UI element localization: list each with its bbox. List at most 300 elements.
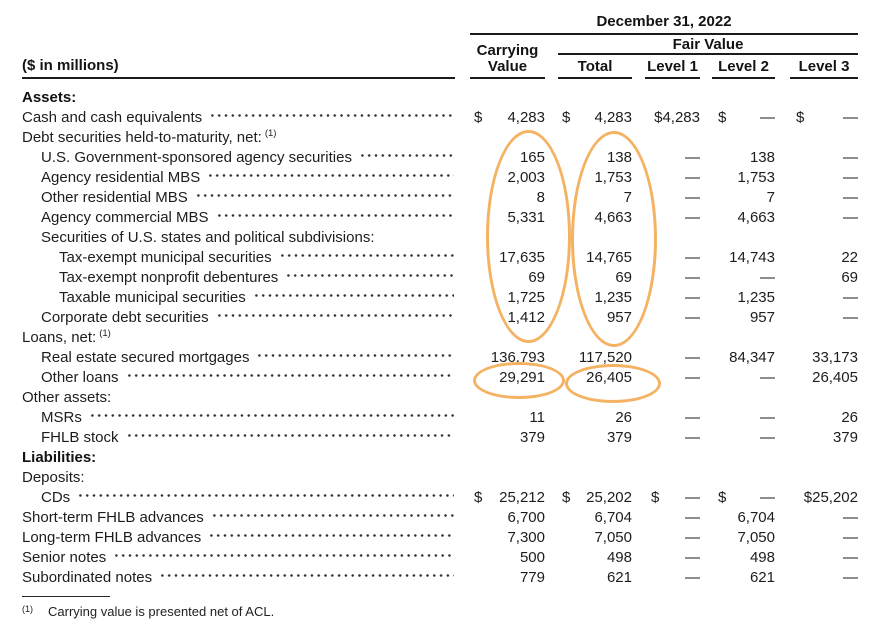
cell-value: 7,050 (737, 529, 775, 546)
cell-value: 7 (766, 189, 775, 206)
value-cell (712, 128, 775, 148)
row-label: Debt securities held-to-maturity, net: (22, 129, 262, 146)
cell-value: — (843, 109, 858, 126)
table-header (0, 0, 884, 88)
cell-value: — (760, 369, 775, 386)
value-cell (712, 568, 775, 588)
value-cell (645, 508, 700, 528)
value-cell (470, 268, 545, 288)
value-cell (790, 348, 858, 368)
cell-value: 14,765 (586, 249, 632, 266)
cell-value: 117,520 (578, 349, 632, 366)
dot-leader (126, 368, 454, 388)
value-cell (470, 368, 545, 388)
row-label: Tax-exempt municipal securities (59, 249, 272, 266)
row-label: Subordinated notes (22, 569, 153, 586)
value-cell (712, 448, 775, 468)
value-cell (558, 528, 632, 548)
value-cell (558, 288, 632, 308)
value-cell (790, 208, 858, 228)
row-label-cell (0, 328, 462, 348)
row-label: CDs (41, 489, 71, 506)
row-label: Real estate secured mortgages (41, 349, 250, 366)
value-cell (470, 408, 545, 428)
value-cell (712, 168, 775, 188)
value-cell (790, 268, 858, 288)
value-cell (712, 148, 775, 168)
value-cell (470, 108, 545, 128)
cell-value: 4,663 (737, 209, 775, 226)
value-cell (470, 188, 545, 208)
value-cell (712, 248, 775, 268)
value-cell (645, 488, 700, 508)
table-row (0, 368, 884, 388)
value-cell (645, 348, 700, 368)
cell-value: — (760, 109, 775, 126)
cell-value: 1,235 (594, 289, 632, 306)
value-cell (645, 548, 700, 568)
value-cell (790, 388, 858, 408)
value-cell (558, 108, 632, 128)
value-cell (470, 528, 545, 548)
row-label: Liabilities: (22, 449, 97, 466)
value-cell (645, 228, 700, 248)
cell-value: — (685, 349, 700, 366)
row-label: Corporate debt securities (41, 309, 209, 326)
value-cell (470, 488, 545, 508)
currency-symbol: $ (718, 109, 727, 126)
dot-leader (89, 408, 454, 428)
value-cell (712, 348, 775, 368)
cell-value: 500 (519, 549, 545, 566)
value-cell (790, 448, 858, 468)
value-cell (645, 328, 700, 348)
cell-value: — (685, 269, 700, 286)
value-cell (712, 508, 775, 528)
value-cell (558, 548, 632, 568)
cell-value: — (685, 309, 700, 326)
table-row (0, 228, 884, 248)
fair-value-column-group-header: Fair Value (558, 37, 858, 55)
value-cell (470, 568, 545, 588)
value-cell (558, 308, 632, 328)
cell-value: 5,331 (507, 209, 545, 226)
row-label-cell (0, 268, 462, 288)
period-column-group-header: December 31, 2022 (470, 13, 858, 35)
row-label-cell (0, 348, 462, 368)
row-label-cell (0, 508, 462, 528)
value-cell (558, 128, 632, 148)
dot-leader (126, 428, 454, 448)
cell-value: — (685, 249, 700, 266)
cell-value: 25,212 (499, 489, 545, 506)
cell-value: — (843, 549, 858, 566)
dot-leader (216, 308, 454, 328)
dot-leader (253, 288, 454, 308)
value-cell (712, 288, 775, 308)
value-cell (470, 308, 545, 328)
value-cell (790, 328, 858, 348)
table-row (0, 428, 884, 448)
cell-value: 4,283 (507, 109, 545, 126)
cell-value: — (760, 269, 775, 286)
value-cell (790, 88, 858, 108)
table-row (0, 208, 884, 228)
value-cell (645, 288, 700, 308)
carrying-value-line1: Carrying (476, 42, 539, 59)
cell-value: 138 (749, 149, 775, 166)
cell-value: — (843, 309, 858, 326)
cell-value: 26 (841, 409, 858, 426)
row-label: Deposits: (22, 469, 85, 486)
footnote-divider (22, 596, 110, 597)
cell-value: 2,003 (507, 169, 545, 186)
cell-value: 379 (832, 429, 858, 446)
cell-value: 957 (606, 309, 632, 326)
value-cell (790, 528, 858, 548)
dot-leader (279, 248, 454, 268)
value-cell (558, 88, 632, 108)
value-cell (645, 388, 700, 408)
dot-leader (113, 548, 454, 568)
cell-value: 136,793 (490, 349, 545, 366)
cell-value: 11 (529, 409, 545, 426)
footnote-marker: (1) (22, 604, 33, 614)
value-cell (712, 548, 775, 568)
value-cell (645, 128, 700, 148)
value-cell (712, 488, 775, 508)
value-cell (470, 428, 545, 448)
value-cell (790, 188, 858, 208)
table-row (0, 568, 884, 588)
cell-value: — (685, 429, 700, 446)
table-row (0, 468, 884, 488)
row-label: Other loans (41, 369, 119, 386)
value-cell (712, 388, 775, 408)
cell-value: — (843, 189, 858, 206)
table-row (0, 408, 884, 428)
table-row (0, 268, 884, 288)
value-cell (645, 168, 700, 188)
value-cell (470, 168, 545, 188)
value-cell (645, 568, 700, 588)
cell-value: 33,173 (812, 349, 858, 366)
cell-value: 22 (841, 249, 858, 266)
currency-symbol: $ (562, 109, 571, 126)
value-cell (790, 548, 858, 568)
row-label-cell (0, 448, 462, 468)
value-cell (470, 448, 545, 468)
value-cell (712, 468, 775, 488)
row-label: Securities of U.S. states and political subdivisions: (41, 229, 375, 246)
row-label: MSRs (41, 409, 82, 426)
row-label-cell (0, 88, 462, 108)
value-cell (790, 168, 858, 188)
cell-value: 379 (519, 429, 545, 446)
currency-symbol: $ (562, 489, 571, 506)
footnote-reference: (1) (264, 128, 277, 139)
cell-value: — (685, 169, 700, 186)
row-label-cell (0, 468, 462, 488)
value-cell (712, 528, 775, 548)
row-label: Other residential MBS (41, 189, 188, 206)
value-cell (558, 408, 632, 428)
table-row (0, 388, 884, 408)
cell-value: 7,050 (594, 529, 632, 546)
cell-value: — (685, 549, 700, 566)
row-label: Loans, net: (22, 329, 97, 346)
carrying-value-line2: Value (487, 57, 528, 75)
value-cell (790, 128, 858, 148)
row-label-cell (0, 488, 462, 508)
cell-value: 29,291 (499, 369, 545, 386)
value-cell (470, 328, 545, 348)
table-row (0, 548, 884, 568)
value-cell (558, 388, 632, 408)
value-cell (790, 308, 858, 328)
cell-value: — (843, 529, 858, 546)
value-cell (470, 88, 545, 108)
level-3-column-header: Level 3 (790, 59, 858, 79)
row-label: Short-term FHLB advances (22, 509, 204, 526)
currency-symbol: $ (718, 489, 727, 506)
row-label: Long-term FHLB advances (22, 529, 202, 546)
cell-value: — (760, 409, 775, 426)
cell-value: — (843, 289, 858, 306)
table-row (0, 108, 884, 128)
cell-value: 1,412 (507, 309, 545, 326)
row-label-cell (0, 408, 462, 428)
value-cell (645, 248, 700, 268)
cell-value: — (760, 489, 775, 506)
table-row (0, 168, 884, 188)
value-cell (645, 188, 700, 208)
value-cell (790, 468, 858, 488)
dot-leader (159, 568, 454, 588)
cell-value: 14,743 (729, 249, 775, 266)
value-cell (558, 348, 632, 368)
value-cell (558, 228, 632, 248)
total-column-header: Total (558, 59, 632, 79)
cell-value: 69 (528, 269, 545, 286)
cell-value: — (843, 169, 858, 186)
value-cell (712, 208, 775, 228)
cell-value: — (685, 189, 700, 206)
carrying-value-column-header (470, 43, 545, 79)
value-cell (790, 568, 858, 588)
cell-value: 6,704 (737, 509, 775, 526)
value-cell (645, 368, 700, 388)
value-cell (790, 288, 858, 308)
value-cell (645, 148, 700, 168)
cell-value: — (760, 429, 775, 446)
value-cell (558, 188, 632, 208)
cell-value: $4,283 (654, 109, 700, 126)
dot-leader (359, 148, 454, 168)
cell-value: — (843, 149, 858, 166)
units-label: ($ in millions) (22, 58, 455, 79)
cell-value: 957 (749, 309, 775, 326)
value-cell (470, 548, 545, 568)
row-label-cell (0, 208, 462, 228)
value-cell (470, 388, 545, 408)
table-row (0, 348, 884, 368)
cell-value: — (685, 509, 700, 526)
row-label: U.S. Government-sponsored agency securities (41, 149, 352, 166)
row-label-cell (0, 108, 462, 128)
value-cell (790, 148, 858, 168)
value-cell (558, 368, 632, 388)
value-cell (645, 108, 700, 128)
footnote-text: Carrying value is presented net of ACL. (48, 604, 275, 619)
row-label: FHLB stock (41, 429, 119, 446)
cell-value: — (685, 369, 700, 386)
table-row (0, 448, 884, 468)
cell-value: 498 (749, 549, 775, 566)
table-row (0, 88, 884, 108)
cell-value: 498 (606, 549, 632, 566)
cell-value: 1,753 (594, 169, 632, 186)
cell-value: 7 (623, 189, 632, 206)
cell-value: 4,283 (594, 109, 632, 126)
value-cell (558, 268, 632, 288)
currency-symbol: $ (651, 489, 660, 506)
value-cell (790, 428, 858, 448)
cell-value: 621 (749, 569, 775, 586)
table-row (0, 288, 884, 308)
value-cell (645, 268, 700, 288)
table-row (0, 248, 884, 268)
value-cell (712, 88, 775, 108)
row-label-cell (0, 148, 462, 168)
row-label-cell (0, 568, 462, 588)
cell-value: — (843, 569, 858, 586)
value-cell (712, 108, 775, 128)
value-cell (645, 468, 700, 488)
currency-symbol: $ (474, 109, 483, 126)
value-cell (645, 528, 700, 548)
cell-value: — (685, 209, 700, 226)
table-row (0, 308, 884, 328)
cell-value: 69 (841, 269, 858, 286)
value-cell (558, 248, 632, 268)
value-cell (558, 468, 632, 488)
value-cell (712, 328, 775, 348)
value-cell (470, 288, 545, 308)
value-cell (645, 308, 700, 328)
value-cell (558, 148, 632, 168)
level-2-column-header: Level 2 (712, 59, 775, 79)
value-cell (558, 208, 632, 228)
table-row (0, 508, 884, 528)
cell-value: 7,300 (507, 529, 545, 546)
cell-value: 1,753 (737, 169, 775, 186)
cell-value: 8 (536, 189, 545, 206)
level-1-column-header: Level 1 (645, 59, 700, 79)
cell-value: 165 (519, 149, 545, 166)
value-cell (712, 268, 775, 288)
value-cell (790, 108, 858, 128)
cell-value: — (843, 509, 858, 526)
cell-value: — (685, 409, 700, 426)
value-cell (645, 428, 700, 448)
cell-value: 6,700 (507, 509, 545, 526)
row-label: Agency residential MBS (41, 169, 201, 186)
cell-value: — (685, 529, 700, 546)
cell-value: 621 (606, 569, 632, 586)
row-label: Taxable municipal securities (59, 289, 246, 306)
value-cell (558, 448, 632, 468)
currency-symbol: $ (474, 489, 483, 506)
row-label: Cash and cash equivalents (22, 109, 203, 126)
dot-leader (195, 188, 454, 208)
table-row (0, 128, 884, 148)
value-cell (645, 88, 700, 108)
cell-value: — (685, 289, 700, 306)
cell-value: 1,235 (737, 289, 775, 306)
row-label: Agency commercial MBS (41, 209, 209, 226)
value-cell (645, 208, 700, 228)
value-cell (558, 488, 632, 508)
value-cell (790, 508, 858, 528)
cell-value: 84,347 (729, 349, 775, 366)
cell-value: 138 (606, 149, 632, 166)
value-cell (790, 488, 858, 508)
value-cell (470, 468, 545, 488)
cell-value: 779 (519, 569, 545, 586)
dot-leader (209, 108, 454, 128)
table-row (0, 328, 884, 348)
value-cell (712, 408, 775, 428)
value-cell (558, 568, 632, 588)
value-cell (470, 228, 545, 248)
value-cell (790, 368, 858, 388)
cell-value: — (685, 149, 700, 166)
value-cell (470, 508, 545, 528)
row-label-cell (0, 128, 462, 148)
row-label: Tax-exempt nonprofit debentures (59, 269, 279, 286)
footnote-reference: (1) (99, 328, 111, 339)
value-cell (712, 368, 775, 388)
cell-value: 17,635 (499, 249, 545, 266)
row-label-cell (0, 248, 462, 268)
value-cell (470, 128, 545, 148)
cell-value: $25,202 (803, 489, 858, 506)
table-row (0, 488, 884, 508)
value-cell (470, 248, 545, 268)
cell-value: 69 (615, 269, 632, 286)
footnote (22, 603, 274, 620)
row-label: Assets: (22, 89, 77, 106)
value-cell (790, 228, 858, 248)
table-row (0, 188, 884, 208)
value-cell (558, 168, 632, 188)
row-label: Senior notes (22, 549, 107, 566)
cell-value: 6,704 (594, 509, 632, 526)
value-cell (712, 308, 775, 328)
row-label-cell (0, 308, 462, 328)
value-cell (470, 348, 545, 368)
value-cell (558, 428, 632, 448)
cell-value: — (843, 209, 858, 226)
value-cell (790, 248, 858, 268)
row-label-cell (0, 288, 462, 308)
value-cell (558, 508, 632, 528)
dot-leader (211, 508, 454, 528)
cell-value: 379 (606, 429, 632, 446)
cell-value: 26 (615, 409, 632, 426)
row-label-cell (0, 368, 462, 388)
